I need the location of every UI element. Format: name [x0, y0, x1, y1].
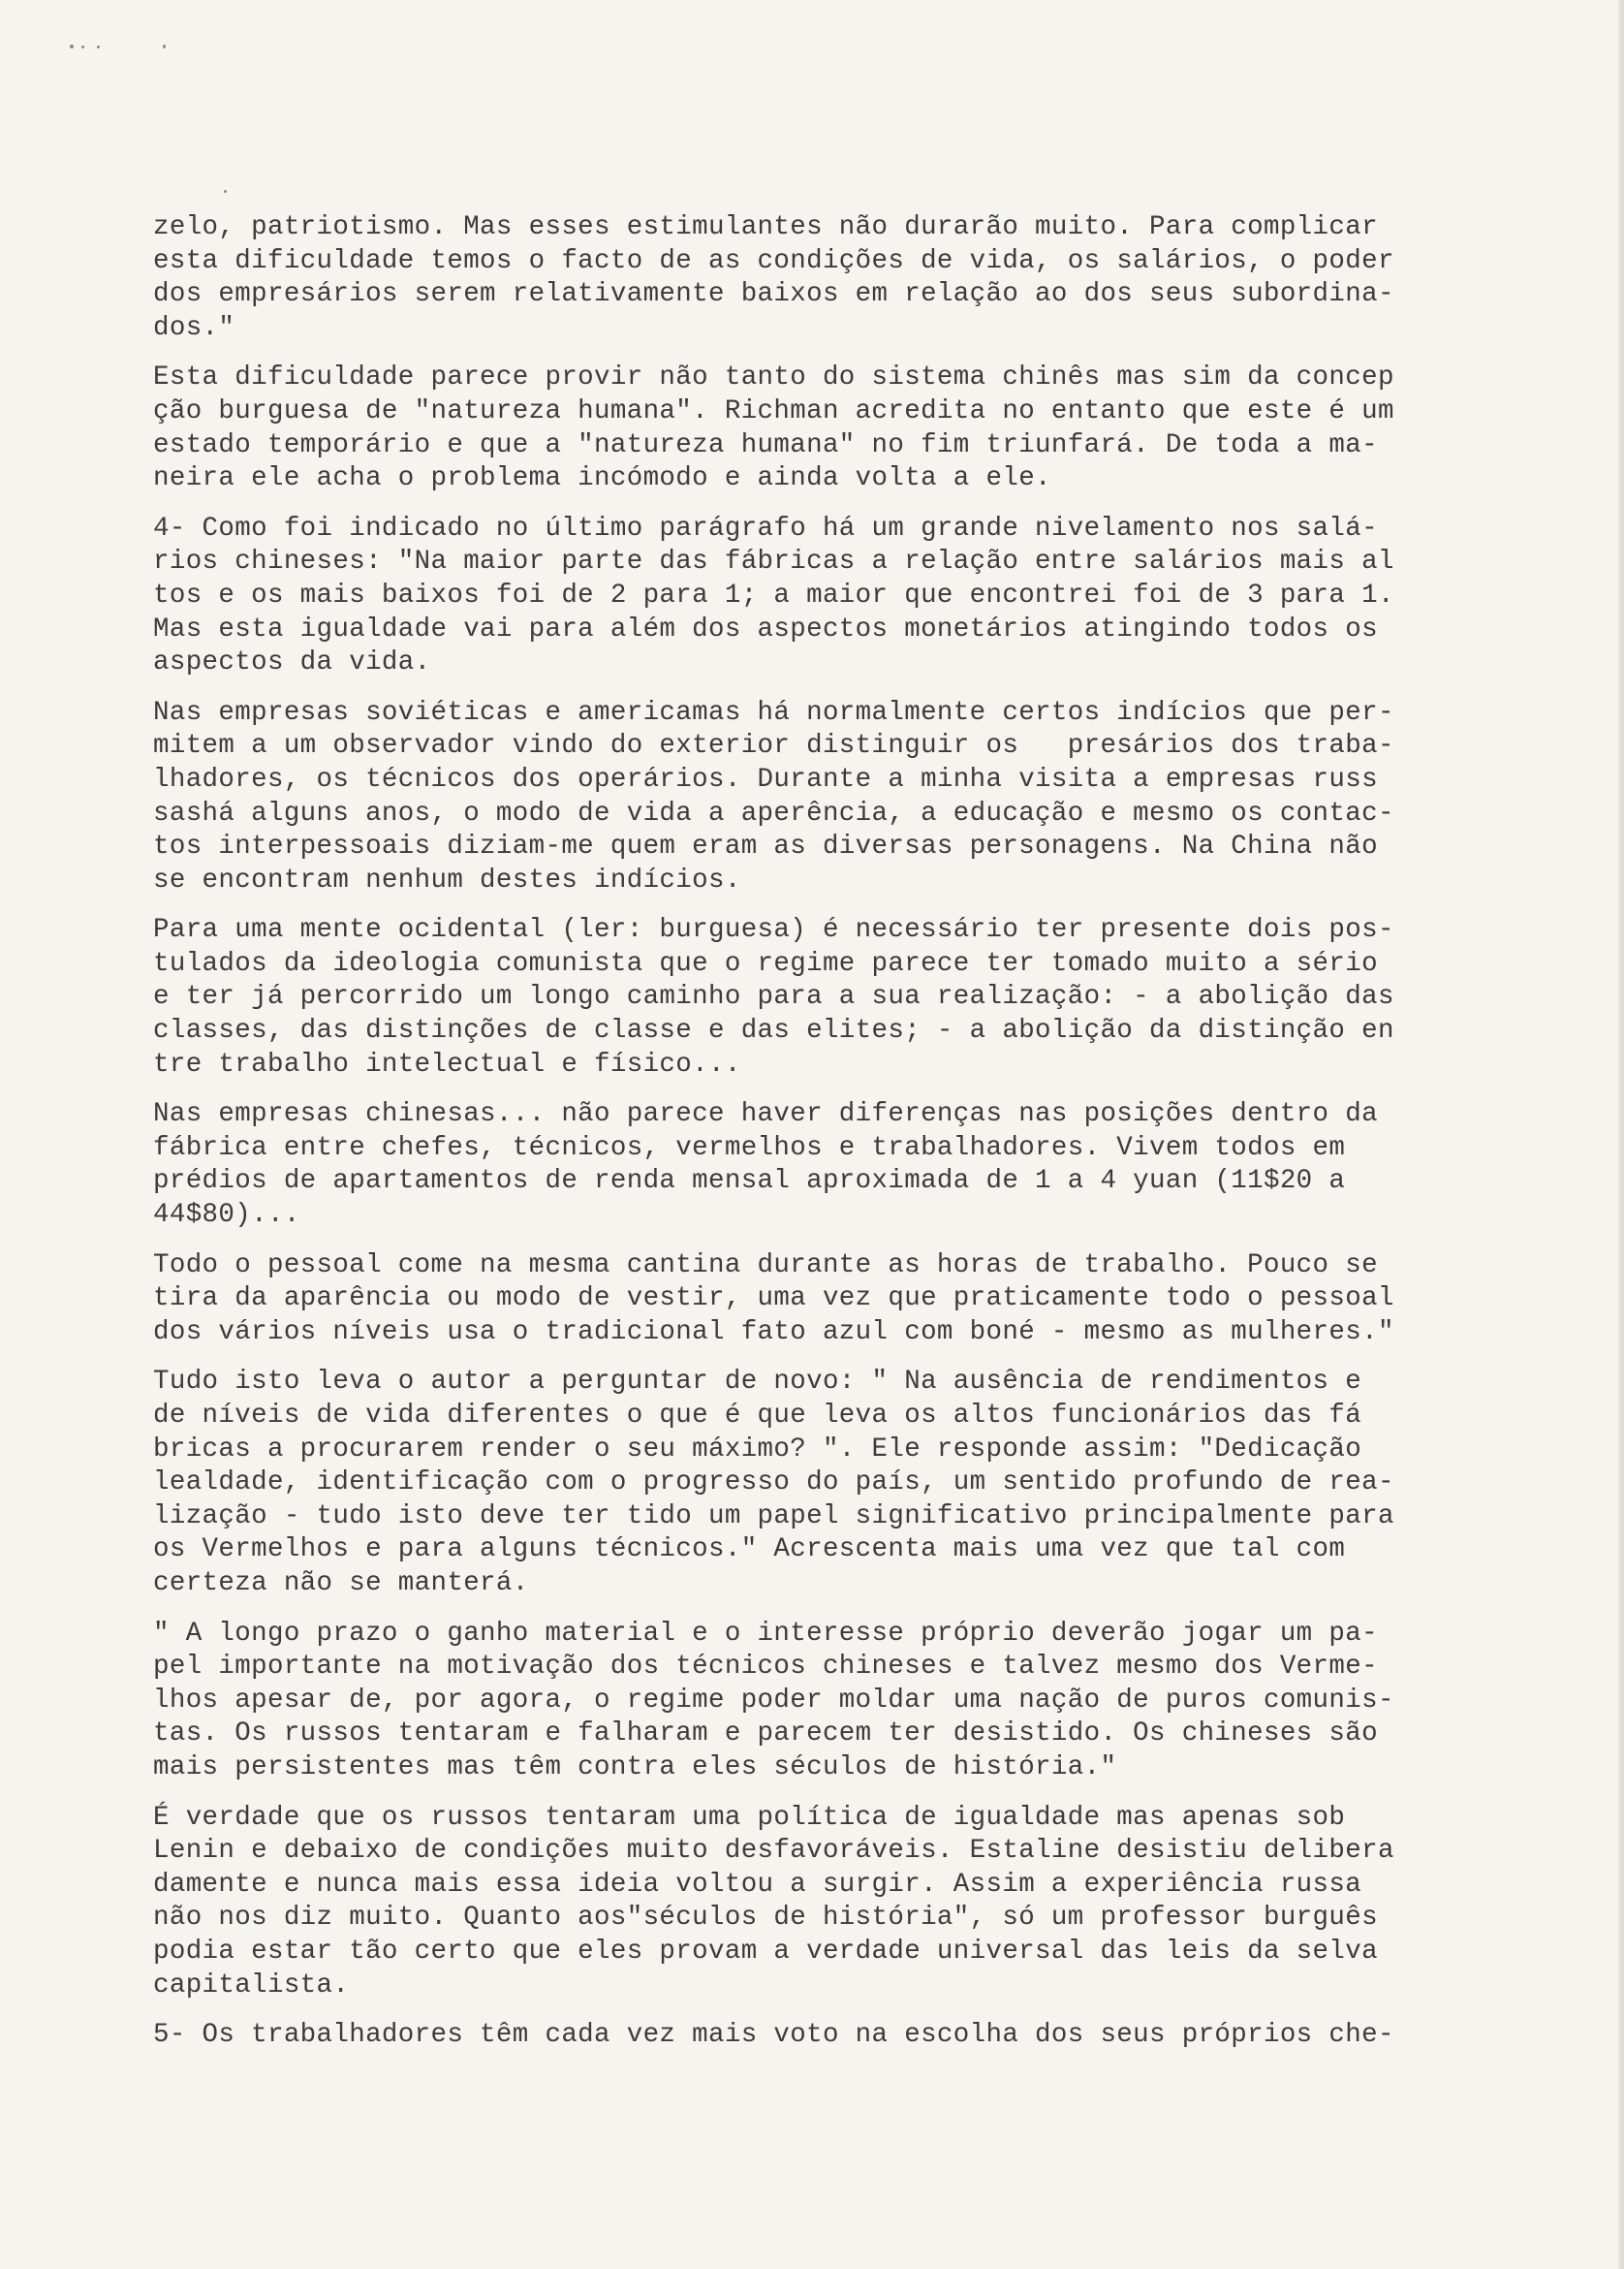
text-line: Para uma mente ocidental (ler: burguesa) é necessário ter presente dois pos-	[153, 915, 1394, 946]
text-line: neira ele acha o problema incómodo e ainda volta a ele.	[153, 463, 1051, 494]
text-line: lhadores, os técnicos dos operários. Durante a minha visita a empresas russ	[153, 764, 1378, 795]
text-line: mitem a um observador vindo do exterior distinguir os presários dos traba-	[153, 731, 1394, 762]
text-line: tulados da ideologia comunista que o regime parece ter tomado muito a sério	[153, 948, 1378, 979]
paragraph	[153, 211, 1442, 345]
text-line: sashá alguns anos, o modo de vida a aperência, a educação e mesmo os contac-	[153, 798, 1394, 829]
paragraph	[153, 914, 1442, 1082]
text-line: prédios de apartamentos de renda mensal aproximada de 1 a 4 yuan (11$20 a	[153, 1166, 1346, 1197]
text-line: 44$80)...	[153, 1200, 300, 1231]
text-line: dos vários níveis usa o tradicional fato azul com boné - mesmo as mulheres."	[153, 1316, 1394, 1347]
text-line: Nas empresas chinesas... não parece haver diferenças nas posições dentro da	[153, 1099, 1378, 1130]
paragraph	[153, 1802, 1442, 2003]
text-line: 4- Como foi indicado no último parágrafo há um grande nivelamento nos salá-	[153, 513, 1378, 544]
paper-speck	[163, 45, 166, 48]
paper-speck	[81, 46, 84, 48]
paragraph	[153, 1366, 1442, 1600]
text-line: aspectos da vida.	[153, 647, 431, 678]
text-line: dos empresários serem relativamente baixos em relação ao dos seus subordina-	[153, 279, 1394, 310]
paragraph	[153, 362, 1442, 495]
text-line: damente e nunca mais essa ideia voltou a surgir. Assim a experiência russa	[153, 1869, 1362, 1900]
text-line: Mas esta igualdade vai para além dos aspectos monetários atingindo todos os	[153, 614, 1378, 645]
text-line: 5- Os trabalhadores têm cada vez mais voto na escolha dos seus próprios che-	[153, 2020, 1394, 2051]
paper-speck	[97, 46, 100, 48]
text-line: Todo o pessoal come na mesma cantina durante as horas de trabalho. Pouco se	[153, 1249, 1378, 1280]
text-line: capitalista.	[153, 1970, 350, 2001]
text-line: tira da aparência ou modo de vestir, uma vez que praticamente todo o pessoal	[153, 1283, 1394, 1314]
paragraph	[153, 1098, 1442, 1232]
text-line: certeza não se manterá.	[153, 1567, 529, 1598]
text-line: podia estar tão certo que eles provam a verdade universal das leis da selva	[153, 1936, 1378, 1967]
text-line: bricas a procurarem render o seu máximo? ". Ele responde assim: "Dedicação	[153, 1434, 1362, 1465]
text-line: Esta dificuldade parece provir não tanto do sistema chinês mas sim da concep	[153, 362, 1394, 394]
paragraph	[153, 513, 1442, 680]
text-line: e ter já percorrido um longo caminho para a sua realização: - a abolição das	[153, 982, 1394, 1013]
text-line: tos interpessoais diziam-me quem eram as diversas personagens. Na China não	[153, 832, 1378, 863]
paragraph	[153, 2019, 1442, 2053]
paragraph	[153, 697, 1442, 898]
text-line: os Vermelhos e para alguns técnicos." Acrescenta mais uma vez que tal com	[153, 1534, 1346, 1565]
text-line: Tudo isto leva o autor a perguntar de novo: " Na ausência de rendimentos e	[153, 1367, 1362, 1398]
text-line: pel importante na motivação dos técnicos chineses e talvez mesmo dos Verme-	[153, 1652, 1378, 1683]
text-line: classes, das distinções de classe e das elites; - a abolição da distinção en	[153, 1016, 1394, 1047]
text-line: lização - tudo isto deve ter tido um papel significativo principalmente para	[153, 1500, 1394, 1531]
text-line: mais persistentes mas têm contra eles séculos de história."	[153, 1751, 1117, 1782]
text-line: Nas empresas soviéticas e americamas há normalmente certos indícios que per-	[153, 697, 1394, 728]
document-body	[153, 211, 1442, 2069]
text-line: É verdade que os russos tentaram uma política de igualdade mas apenas sob	[153, 1802, 1346, 1833]
paper-speck	[224, 190, 227, 193]
text-line: dos."	[153, 312, 235, 343]
text-line: zelo, patriotismo. Mas esses estimulantes não durarão muito. Para complicar	[153, 212, 1378, 242]
page-edge	[1618, 0, 1624, 2269]
text-line: de níveis de vida diferentes o que é que leva os altos funcionários das fá	[153, 1401, 1362, 1431]
text-line: tos e os mais baixos foi de 2 para 1; a maior que encontrei foi de 3 para 1.	[153, 580, 1394, 611]
text-line: Lenin e debaixo de condições muito desfavoráveis. Estaline desistiu delibera	[153, 1836, 1394, 1867]
text-line: lhos apesar de, por agora, o regime poder moldar uma nação de puros comunis-	[153, 1685, 1394, 1716]
text-line: tre trabalho intelectual e físico...	[153, 1049, 741, 1080]
text-line: " A longo prazo o ganho material e o interesse próprio deverão jogar um pa-	[153, 1618, 1378, 1649]
paragraph	[153, 1618, 1442, 1785]
text-line: não nos diz muito. Quanto aos"séculos de história", só um professor burguês	[153, 1903, 1378, 1934]
text-line: tas. Os russos tentaram e falharam e parecem ter desistido. Os chineses são	[153, 1718, 1378, 1749]
paper-speck	[70, 45, 74, 48]
text-line: estado temporário e que a "natureza humana" no fim triunfará. De toda a ma-	[153, 429, 1378, 460]
text-line: se encontram nenhum destes indícios.	[153, 865, 741, 896]
text-line: fábrica entre chefes, técnicos, vermelhos e trabalhadores. Vivem todos em	[153, 1132, 1346, 1163]
paragraph	[153, 1249, 1442, 1350]
text-line: lealdade, identificação com o progresso do país, um sentido profundo de rea-	[153, 1467, 1394, 1498]
text-line: ção burguesa de "natureza humana". Richman acredita no entanto que este é um	[153, 395, 1394, 426]
text-line: rios chineses: "Na maior parte das fábricas a relação entre salários mais al	[153, 547, 1394, 578]
text-line: esta dificuldade temos o facto de as condições de vida, os salários, o poder	[153, 245, 1394, 276]
